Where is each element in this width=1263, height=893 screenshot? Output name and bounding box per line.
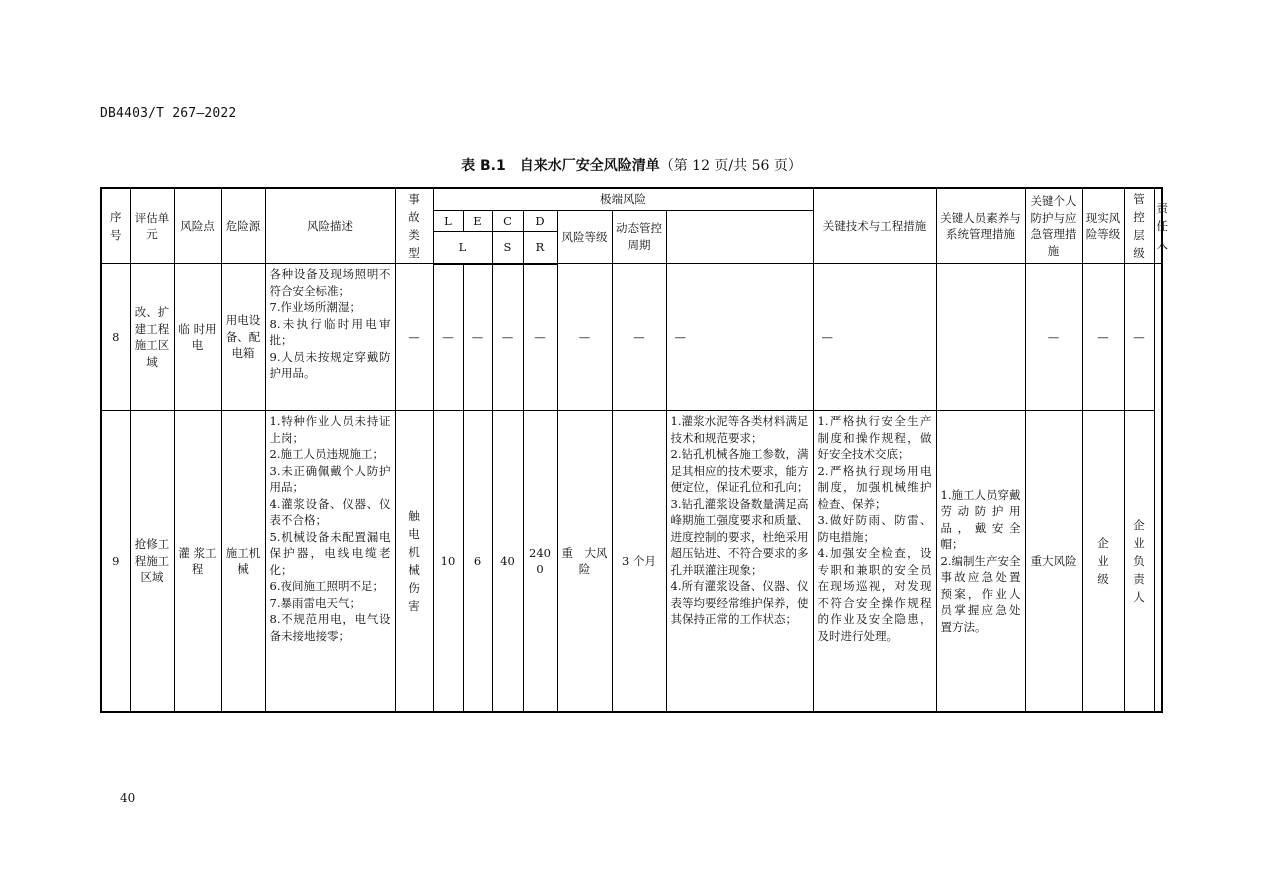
- tech-line: 3.钻孔灌浆设备数量满足高峰期施工强度要求和质量、进度控制的要求，杜绝采用超压钻进、不符合要求的多孔并联灌注现象；: [670, 496, 809, 577]
- desc-line: 7.作业场所潮湿；: [269, 300, 361, 314]
- cell-D: —: [523, 264, 557, 411]
- cell-C: —: [492, 264, 523, 411]
- desc-line: 9.人员未按规定穿戴防护用品。: [269, 349, 391, 380]
- cell-C: 40: [492, 411, 523, 713]
- table-title-main: 表 B.1 自来水厂安全风险清单: [461, 158, 660, 174]
- table-row: [101, 264, 1162, 411]
- desc-line: 4.灌浆设备、仪器、仪表不合格；: [269, 496, 391, 527]
- personnel-line: 1.严格执行安全生产制度和操作规程，做好安全技术交底；: [817, 414, 932, 461]
- personnel-line: 3.做好防雨、防雷、防电措施；: [817, 513, 932, 544]
- cell-unit: 抢修工程施工区域: [130, 411, 174, 713]
- tech-line: 2.钻孔机械各施工参数，满足其相应的技术要求，能方便定位，保证孔位和孔向；: [670, 447, 809, 494]
- desc-line: 2.施工人员违规施工；: [269, 447, 384, 461]
- desc-line: 5.机械设备未配置漏电保护器，电线电缆老化；: [269, 529, 391, 577]
- cell-L: —: [433, 264, 463, 411]
- cell-no: 8: [101, 264, 130, 411]
- desc-line: 6.夜间施工照明不足；: [269, 579, 384, 593]
- desc-line: 各种设备及现场照明不符合安全标准；: [269, 267, 391, 298]
- risk-table: [100, 187, 1169, 713]
- cell-management-level: 企业级: [1082, 411, 1124, 713]
- cell-control-cycle: 3 个月: [612, 411, 666, 713]
- header-personnel-measures: 关键人员素养与系统管理措施: [936, 188, 1025, 264]
- desc-line: 8.未执行临时用电审批；: [269, 316, 391, 347]
- header-control-cycle: 动态管控周期: [612, 210, 666, 264]
- header-accident-type: 事故类型: [395, 188, 433, 264]
- header-real-risk-level: 现实风险等级: [1082, 188, 1124, 264]
- cell-hazard: 施工机械: [221, 411, 265, 713]
- cell-risk-point: 临 时用电: [174, 264, 221, 411]
- header-ppe-measures: 关键个人防护与应急管理措施: [1025, 188, 1082, 264]
- cell-accident-type: —: [395, 264, 433, 411]
- cell-responsible: —: [1124, 264, 1154, 411]
- cell-personnel-measures: [813, 411, 936, 713]
- desc-line: 8.不规范用电，电气设备未接地接零；: [269, 612, 391, 643]
- header-L2: L: [433, 232, 492, 264]
- header-L: L: [433, 210, 463, 232]
- header-risk-level: 风险等级: [557, 210, 612, 264]
- header-R: R: [523, 232, 557, 264]
- cell-unit: 改、扩建工程施工区域: [130, 264, 174, 411]
- cell-risk-point: 灌 浆工程: [174, 411, 221, 713]
- cell-L: 10: [433, 411, 463, 713]
- header-management-level: 管控层级: [1124, 188, 1154, 264]
- header-no: 序号: [101, 188, 130, 264]
- cell-E: —: [463, 264, 492, 411]
- header-C: C: [492, 210, 523, 232]
- personnel-line: 2.严格执行现场用电制度，加强机械维护检查、保养；: [817, 463, 932, 511]
- document-code: DB4403/T 267—2022: [100, 106, 237, 121]
- cell-management-level: —: [1082, 264, 1124, 411]
- header-D: D: [523, 210, 557, 232]
- header-unit: 评估单元: [130, 188, 174, 264]
- cell-real-risk-level: —: [1025, 264, 1082, 411]
- cell-accident-type: 触电机械伤害: [395, 411, 433, 713]
- cell-personnel-measures: —: [813, 264, 936, 411]
- cell-ppe-measures: [936, 264, 1025, 411]
- cell-risk-level: 重 大风险: [557, 411, 612, 713]
- header-risk-point: 风险点: [174, 188, 221, 264]
- cell-ppe-measures: [936, 411, 1025, 713]
- cell-risk-description: [265, 264, 395, 411]
- header-responsible: 责任人: [1154, 188, 1162, 264]
- table-title-pages: （第 12 页/共 56 页）: [659, 158, 802, 174]
- tech-line: 4.所有灌浆设备、仪器、仪表等均要经常维护保养，使其保持正常的工作状态；: [670, 579, 809, 626]
- cell-risk-level: —: [557, 264, 612, 411]
- desc-line: 7.暴雨雷电天气；: [269, 595, 361, 610]
- header-tech-measures: 关键技术与工程措施: [813, 188, 936, 264]
- header-S: S: [492, 232, 523, 264]
- desc-line: 3.未正确佩戴个人防护用品；: [269, 463, 391, 494]
- table-row: [101, 411, 1162, 713]
- cell-no: 9: [101, 411, 130, 713]
- cell-tech-measures: —: [666, 264, 813, 411]
- header-E: E: [463, 210, 492, 232]
- header-hazard: 危险源: [221, 188, 265, 264]
- cell-hazard: 用电设备、配电箱: [221, 264, 265, 411]
- cell-D: 2400: [523, 411, 557, 713]
- ppe-line: 2.编制生产安全事故应急处置预案，作业人员掌握应急处置方法。: [940, 553, 1021, 634]
- desc-line: 1.特种作业人员未持证上岗；: [269, 414, 391, 445]
- header-extreme-risk: 极端风险: [433, 188, 813, 210]
- tech-line: 1.灌浆水泥等各类材料满足技术和规范要求；: [670, 414, 809, 445]
- cell-risk-description: [265, 411, 395, 713]
- cell-E: 6: [463, 411, 492, 713]
- personnel-line: 4.加强安全检查，设专职和兼职的安全员在现场巡视，对发现不符合安全操作规程的作业及安全隐患，及时进行处理。: [817, 546, 932, 643]
- cell-responsible: 企业负责人: [1124, 411, 1154, 713]
- cell-control-cycle: —: [612, 264, 666, 411]
- table-title: [0, 155, 1263, 175]
- header-risk-description: 风险描述: [265, 188, 395, 264]
- cell-real-risk-level: 重大风险: [1025, 411, 1082, 713]
- ppe-line: 1.施工人员穿戴劳动防护用品，戴安全帽；: [940, 487, 1021, 552]
- cell-tech-measures: [666, 411, 813, 713]
- page-number: 40: [120, 791, 136, 805]
